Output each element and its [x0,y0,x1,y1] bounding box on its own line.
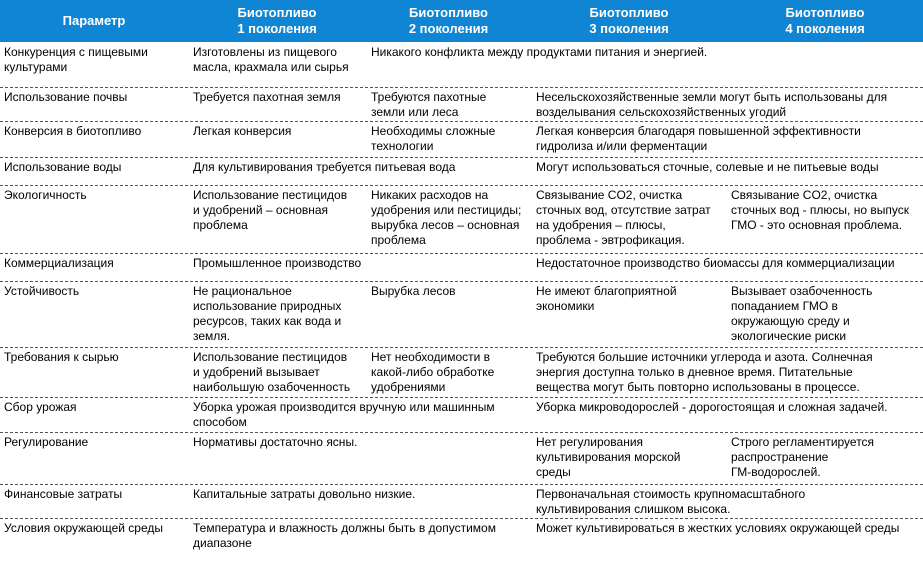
cell-line: вещества могут быть повторно использованы в процессе. [536,380,860,394]
cell-line: Конкуренция с пищевыми [4,45,148,59]
table-row [0,157,923,185]
row-cell-c2 [371,90,486,120]
cell-line: Могут использоваться сточные, солевые и не питьевые воды [536,160,879,174]
cell-line: масла, крахмала или сырья [193,60,349,74]
row-divider [0,87,923,88]
cell-line: Использование воды [4,160,122,174]
row-divider [0,281,923,282]
table-row [0,432,923,484]
header-gen3 [531,0,727,42]
row-divider [0,347,923,348]
cell-line: диапазоне [193,536,252,550]
cell-line: проблема [193,218,248,232]
cell-line: проблема [371,233,426,247]
cell-line: Температура и влажность должны быть в допустимом [193,521,496,535]
cell-line: Связывание CO2, очистка [731,188,878,202]
header-param [0,0,188,42]
row-divider [0,484,923,485]
row-cell-c1 [193,521,496,551]
cell-line: экономики [536,299,595,313]
row-cell-c1 [193,284,341,344]
row-cell-c3 [536,188,711,248]
row-cell-c2 [371,284,456,299]
row-cell-c1 [193,124,291,139]
row-parameter [4,256,114,271]
cell-line: Не рациональное [193,284,292,298]
cell-line: Уборка урожая производится вручную или машинным [193,400,495,414]
row-parameter [4,521,163,536]
cell-line: Никаких расходов на [371,188,489,202]
header-gen1 [188,0,366,42]
cell-line: попаданием ГМО в [731,299,838,313]
cell-line: экологические риски [731,329,847,343]
cell-line: Необходимы сложные [371,124,496,138]
cell-line: и удобрений вызывает [193,365,320,379]
cell-line: Легкая конверсия благодаря повышенной эффективности [536,124,861,138]
row-divider [0,432,923,433]
cell-line: сточных вод - плюсы, но выпуск [731,203,909,217]
header-gen1-line2: 1 поколения [237,21,317,36]
row-cell-c2 [371,188,521,248]
cell-line: Связывание CO2, очистка [536,188,683,202]
cell-line: культивирования морской [536,450,681,464]
cell-line: культивирования слишком высока. [536,502,731,516]
row-cell-c3 [536,487,805,517]
header-gen4-line2: 4 поколения [785,21,865,36]
cell-line: Капитальные затраты довольно низкие. [193,487,416,501]
cell-line: распространение [731,450,829,464]
cell-line: окружающую среду и [731,314,850,328]
row-cell-c3 [536,400,888,415]
cell-line: Использование почвы [4,90,128,104]
row-parameter [4,350,119,365]
cell-line: на удобрения – плюсы, [536,218,666,232]
table-row [0,121,923,157]
table-row [0,281,923,347]
row-divider [0,397,923,398]
row-cell-c1 [193,435,357,450]
row-parameter [4,160,121,175]
row-cell-c2 [371,45,707,60]
cell-line: и удобрений – основная [193,203,329,217]
cell-line: Вырубка лесов [371,284,456,298]
cell-line: Первоначальная стоимость крупномасштабного [536,487,806,501]
row-parameter [4,90,127,105]
row-cell-c3 [536,90,887,120]
row-cell-c2 [371,124,495,154]
row-cell-c4 [731,188,909,233]
cell-line: земля. [193,329,231,343]
cell-line: Регулирование [4,435,89,449]
row-cell-c3 [536,284,677,314]
row-divider [0,185,923,186]
row-parameter [4,435,88,450]
cell-line: Для культивирования требуется питьевая вода [193,160,456,174]
header-gen1-line1: Биотопливо [237,5,317,20]
header-gen3-line1: Биотопливо [589,5,669,20]
row-parameter [4,45,148,75]
cell-line: Не имеют благоприятной [536,284,677,298]
cell-line: возделывания сельскохозяйственных угодий [536,105,787,119]
cell-line: Использование пестицидов [193,350,348,364]
cell-line: удобрения или пестициды; [371,203,522,217]
row-parameter [4,487,122,502]
header-gen2-line2: 2 поколения [408,21,489,36]
row-cell-c3 [536,521,899,536]
cell-line: Сбор урожая [4,400,77,414]
row-cell-c1 [193,90,341,105]
row-parameter [4,400,77,415]
cell-line: Несельскохозяйственные земли могут быть использованы для [536,90,888,104]
cell-line: Нормативы достаточно ясны. [193,435,358,449]
row-cell-c1 [193,400,495,430]
cell-line: Экологичность [4,188,87,202]
cell-line: земли или леса [371,105,459,119]
table-row [0,42,923,87]
row-cell-c1 [193,256,361,271]
header-gen4 [727,0,923,42]
row-cell-c3 [536,435,681,480]
cell-line: наибольшую озабоченность [193,380,351,394]
cell-line: Требуется пахотная земля [193,90,341,104]
cell-line: культурами [4,60,68,74]
table-row [0,87,923,121]
header-gen2-line1: Биотопливо [409,5,488,20]
header-gen2 [366,0,531,42]
cell-line: Требования к сырью [4,350,119,364]
row-cell-c3 [536,160,879,175]
table-row [0,518,923,563]
table-row [0,484,923,518]
cell-line: Может культивироваться в жестких условиях окружающей среды [536,521,900,535]
cell-line: Нет регулирования [536,435,644,449]
cell-line: энергия доступна только в дневное время. Питательные [536,365,853,379]
cell-line: Промышленное производство [193,256,362,270]
cell-line: какой-либо обработке [371,365,495,379]
cell-line: Конверсия в биотопливо [4,124,142,138]
header-gen4-line1: Биотопливо [785,5,865,20]
cell-line: Недостаточное производство биомассы для коммерциализации [536,256,895,270]
row-cell-c3 [536,256,895,271]
table-row [0,397,923,432]
row-cell-c1 [193,350,350,395]
cell-line: Никакого конфликта между продуктами питания и энергией. [371,45,708,59]
cell-line: использование природных [193,299,342,313]
cell-line: Условия окружающей среды [4,521,163,535]
header-gen3-line2: 3 поколения [589,21,669,36]
cell-line: Финансовые затраты [4,487,123,501]
cell-line: Вызывает озабоченность [731,284,873,298]
row-cell-c1 [193,45,349,75]
row-cell-c4 [731,284,872,344]
cell-line: проблема - эвтрофикация. [536,233,685,247]
row-cell-c4 [731,435,874,480]
cell-line: вырубка лесов – основная [371,218,520,232]
cell-line: Уборка микроводорослей - дорогостоящая и сложная задачей. [536,400,888,414]
cell-line: Использование пестицидов [193,188,348,202]
row-cell-c2 [371,350,494,395]
cell-line: Требуются пахотные [371,90,487,104]
cell-line: гидролиза и/или ферментации [536,139,708,153]
cell-line: ресурсов, таких как вода и [193,314,342,328]
cell-line: среды [536,465,571,479]
row-divider [0,253,923,254]
cell-line: ГМ-водорослей. [731,465,821,479]
cell-line: сточных вод, отсутствие затрат [536,203,711,217]
row-cell-c1 [193,160,455,175]
row-divider [0,121,923,122]
row-divider [0,157,923,158]
cell-line: Требуются большие источники углерода и азота. Солнечная [536,350,873,364]
table-row [0,253,923,281]
cell-line: Коммерциализация [4,256,114,270]
table-row [0,347,923,397]
cell-line: Нет необходимости в [371,350,491,364]
row-cell-c3 [536,350,873,395]
row-divider [0,518,923,519]
cell-line: технологии [371,139,434,153]
cell-line: Легкая конверсия [193,124,292,138]
row-cell-c1 [193,188,347,233]
table-row [0,185,923,253]
row-cell-c3 [536,124,861,154]
cell-line: Устойчивость [4,284,80,298]
row-parameter [4,124,141,139]
cell-line: удобрениями [371,380,446,394]
row-cell-c1 [193,487,415,502]
header-param-text: Параметр [62,13,126,28]
cell-line: способом [193,415,247,429]
cell-line: Изготовлены из пищевого [193,45,337,59]
row-parameter [4,284,79,299]
row-parameter [4,188,87,203]
cell-line: ГМО - это основная проблема. [731,218,903,232]
cell-line: Строго регламентируется [731,435,875,449]
